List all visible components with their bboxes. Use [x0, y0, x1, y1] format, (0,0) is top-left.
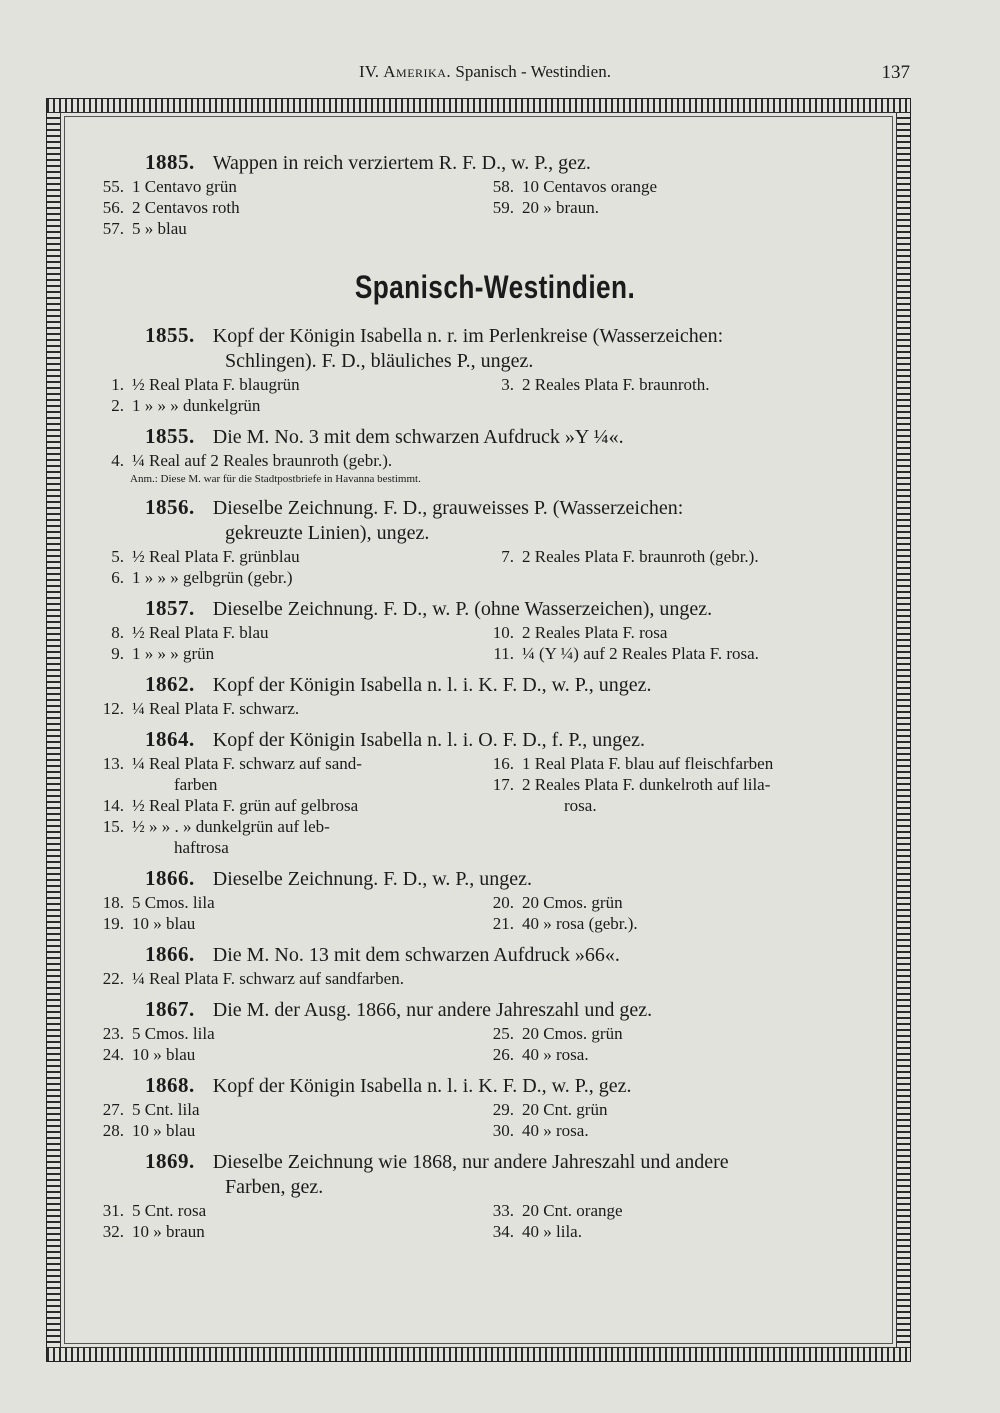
- catalogue-item: [480, 1200, 860, 1221]
- item-text: [124, 892, 215, 913]
- item-description: 5 Cmos. lila: [132, 1024, 215, 1043]
- item-description: 40 » lila.: [522, 1222, 582, 1241]
- item-number: 13.: [102, 754, 124, 773]
- item-description: ¼ Real Plata F. schwarz.: [132, 699, 300, 718]
- item-text: [124, 1044, 195, 1065]
- page-header: [60, 62, 910, 88]
- catalogue-item: [90, 913, 480, 934]
- catalogue-item: [480, 176, 860, 197]
- catalogue-item: [90, 395, 480, 416]
- issue-group: [90, 495, 860, 588]
- item-number: 23.: [102, 1024, 124, 1043]
- item-number: 30.: [492, 1121, 514, 1140]
- item-number: 33.: [492, 1201, 514, 1220]
- issue-year: 1855.: [145, 323, 195, 347]
- issue-description: gekreuzte Linien), ungez.: [225, 522, 430, 544]
- item-description: ¼ Real Plata F. schwarz auf sand-: [132, 754, 362, 773]
- issue-description: Die M. No. 13 mit dem schwarzen Aufdruck »66«.: [212, 944, 620, 966]
- issue-group: [90, 997, 860, 1065]
- issue-heading: [90, 866, 860, 892]
- item-number: 22.: [102, 969, 124, 988]
- item-number: 55.: [102, 177, 124, 196]
- item-description: ½ » » . » dunkelgrün auf leb-: [132, 817, 330, 836]
- catalogue-item: [90, 968, 480, 989]
- catalogue-item: [90, 1200, 480, 1221]
- item-text: [514, 1023, 623, 1044]
- item-number: 2.: [111, 396, 124, 415]
- item-description-continued: haftrosa: [174, 838, 229, 857]
- items-left-column: [90, 698, 480, 719]
- item-number: 32.: [102, 1222, 124, 1241]
- item-number: 16.: [492, 754, 514, 773]
- item-description: 1 » » » dunkelgrün: [132, 396, 261, 415]
- item-number: 3.: [501, 375, 514, 394]
- item-description: ½ Real Plata F. grün auf gelbrosa: [132, 796, 359, 815]
- catalogue-item: [480, 1099, 860, 1120]
- item-text: [124, 698, 299, 719]
- catalogue-item: [90, 753, 480, 795]
- catalogue-content: [90, 150, 860, 1250]
- item-number: 21.: [492, 914, 514, 933]
- issue-group: [90, 942, 860, 989]
- item-description: 2 Reales Plata F. rosa: [522, 623, 668, 642]
- item-number: 1.: [111, 375, 124, 394]
- item-number: 7.: [501, 547, 514, 566]
- item-description: 20 Cmos. grün: [522, 1024, 623, 1043]
- issue-heading: [90, 323, 860, 374]
- issue-group: [90, 1149, 860, 1242]
- issue-year: 1866.: [145, 942, 195, 966]
- item-description: 2 Reales Plata F. braunroth (gebr.).: [522, 547, 759, 566]
- region-name: Amerika.: [383, 62, 452, 81]
- item-text: [124, 795, 358, 816]
- issue-year: 1867.: [145, 997, 195, 1021]
- item-text: [124, 218, 187, 239]
- item-description-continued: farben: [174, 775, 218, 794]
- issue-items: [90, 374, 860, 416]
- issue-heading: [90, 424, 860, 450]
- issue-group: [90, 727, 860, 858]
- catalogue-item: [90, 622, 480, 643]
- items-left-column: [90, 450, 480, 471]
- item-number: 25.: [492, 1024, 514, 1043]
- page-number: 137: [881, 62, 910, 83]
- item-description: 1 » » » grün: [132, 644, 215, 663]
- country-name: Spanisch - Westindien.: [455, 62, 611, 81]
- item-text: [124, 1023, 215, 1044]
- issue-description: Kopf der Königin Isabella n. r. im Perlenkreise (Wasserzeichen:: [212, 325, 724, 347]
- issue-heading: [90, 672, 860, 698]
- issue-group: [90, 323, 860, 416]
- items-left-column: [90, 546, 480, 588]
- item-number: 14.: [102, 796, 124, 815]
- item-description: 1 » » » gelbgrün (gebr.): [132, 568, 293, 587]
- item-description: 20 Cmos. grün: [522, 893, 623, 912]
- item-description: 40 » rosa (gebr.).: [522, 914, 638, 933]
- issue-items: [90, 546, 860, 588]
- issue-heading: [90, 150, 860, 176]
- catalogue-item: [480, 643, 860, 664]
- catalogue-item: [480, 913, 860, 934]
- item-text: [124, 753, 362, 795]
- issue-description: Wappen in reich verziertem R. F. D., w. P., gez.: [212, 152, 591, 174]
- item-number: 6.: [111, 568, 124, 587]
- items-left-column: [90, 753, 480, 858]
- issue-items: [90, 1023, 860, 1065]
- issue-description: Dieselbe Zeichnung. F. D., grauweisses P. (Wasserzeichen:: [212, 497, 684, 519]
- catalogue-item: [480, 1221, 860, 1242]
- issue-description: Dieselbe Zeichnung wie 1868, nur andere Jahreszahl und andere: [212, 1151, 729, 1173]
- item-text: [514, 774, 770, 816]
- issue-description: Farben, gez.: [225, 1176, 324, 1198]
- catalogue-item: [480, 622, 860, 643]
- item-description: 1 Centavo grün: [132, 177, 237, 196]
- item-description: 2 Centavos roth: [132, 198, 240, 217]
- issue-year: 1855.: [145, 424, 195, 448]
- item-description: ½ Real Plata F. blau: [132, 623, 269, 642]
- catalogue-item: [90, 698, 480, 719]
- item-number: 59.: [492, 198, 514, 217]
- issue-heading: [90, 997, 860, 1023]
- issue-group: [90, 596, 860, 664]
- items-left-column: [90, 892, 480, 934]
- item-text: [124, 374, 300, 395]
- issue-heading: [90, 942, 860, 968]
- issue-description: Schlingen). F. D., bläuliches P., ungez.: [225, 350, 534, 372]
- issue-items: [90, 892, 860, 934]
- issue-heading: [90, 727, 860, 753]
- item-description: ¼ (Y ¼) auf 2 Reales Plata F. rosa.: [522, 644, 759, 663]
- item-text: [124, 1221, 205, 1242]
- item-description: 1 Real Plata F. blau auf fleischfarben: [522, 754, 774, 773]
- item-number: 56.: [102, 198, 124, 217]
- issue-heading: [90, 1073, 860, 1099]
- issue-year: 1856.: [145, 495, 195, 519]
- item-description: 5 Cmos. lila: [132, 893, 215, 912]
- item-description: ½ Real Plata F. blaugrün: [132, 375, 300, 394]
- items-right-column: [480, 698, 860, 719]
- catalogue-item: [90, 567, 480, 588]
- item-number: 28.: [102, 1121, 124, 1140]
- items-right-column: [480, 374, 860, 416]
- item-text: [124, 1099, 200, 1120]
- issue-items: [90, 622, 860, 664]
- item-number: 12.: [102, 699, 124, 718]
- issue-year: 1857.: [145, 596, 195, 620]
- item-text: [124, 1120, 195, 1141]
- items-right-column: [480, 892, 860, 934]
- issue-description: Dieselbe Zeichnung. F. D., w. P. (ohne Wasserzeichen), ungez.: [212, 598, 713, 620]
- item-text: [514, 622, 667, 643]
- issue-year: 1862.: [145, 672, 195, 696]
- item-text: [514, 176, 657, 197]
- catalogue-item: [90, 176, 480, 197]
- issue-description: Kopf der Königin Isabella n. l. i. K. F. D., w. P., gez.: [212, 1075, 632, 1097]
- issue-year: 1866.: [145, 866, 195, 890]
- items-left-column: [90, 176, 480, 239]
- items-right-column: [480, 968, 860, 989]
- item-text: [124, 1200, 206, 1221]
- issue-items: [90, 698, 860, 719]
- item-number: 31.: [102, 1201, 124, 1220]
- items-right-column: [480, 1023, 860, 1065]
- issue-group: [90, 866, 860, 934]
- issue-heading: [90, 495, 860, 546]
- running-title: [60, 62, 910, 82]
- issue-items: [90, 968, 860, 989]
- items-left-column: [90, 1023, 480, 1065]
- catalogue-item: [480, 774, 860, 816]
- item-description: 2 Reales Plata F. braunroth.: [522, 375, 710, 394]
- catalogue-item: [90, 643, 480, 664]
- item-description-continued: rosa.: [564, 796, 597, 815]
- catalogue-item: [90, 816, 480, 858]
- catalogue-item: [480, 892, 860, 913]
- catalogue-item: [480, 1044, 860, 1065]
- catalogue-item: [90, 1120, 480, 1141]
- item-description: 40 » rosa.: [522, 1045, 589, 1064]
- catalogue-item: [480, 546, 860, 567]
- item-description: 10 » blau: [132, 1045, 196, 1064]
- issue-group: [90, 150, 860, 239]
- item-number: 24.: [102, 1045, 124, 1064]
- section-title: Spanisch-Westindien.: [354, 269, 636, 305]
- issue-group: [90, 672, 860, 719]
- item-text: [514, 1044, 589, 1065]
- item-number: 18.: [102, 893, 124, 912]
- catalogue-item: [90, 218, 480, 239]
- items-left-column: [90, 968, 480, 989]
- catalogue-item: [90, 1221, 480, 1242]
- item-text: [514, 1099, 607, 1120]
- item-text: [124, 176, 237, 197]
- item-description: 5 Cnt. rosa: [132, 1201, 207, 1220]
- item-number: 57.: [102, 219, 124, 238]
- item-description: 5 » blau: [132, 219, 187, 238]
- catalogue-item: [480, 197, 860, 218]
- item-text: [514, 374, 710, 395]
- catalogue-item: [90, 374, 480, 395]
- issue-description: Die M. der Ausg. 1866, nur andere Jahreszahl und gez.: [212, 999, 653, 1021]
- annotation-note: Anm.: Diese M. war für die Stadtpostbriefe in Havanna bestimmt.: [130, 473, 421, 485]
- item-description: ½ Real Plata F. grünblau: [132, 547, 300, 566]
- item-text: [124, 197, 240, 218]
- issue-year: 1869.: [145, 1149, 195, 1173]
- items-right-column: [480, 622, 860, 664]
- item-number: 15.: [102, 817, 124, 836]
- catalogue-item: [480, 753, 860, 774]
- issue-heading: [90, 1149, 860, 1200]
- issue-group: [90, 424, 860, 487]
- item-number: 58.: [492, 177, 514, 196]
- issue-group: [90, 1073, 860, 1141]
- item-text: [514, 643, 759, 664]
- items-left-column: [90, 374, 480, 416]
- catalogue-item: [90, 197, 480, 218]
- item-number: 17.: [492, 775, 514, 794]
- item-text: [124, 643, 214, 664]
- item-text: [124, 968, 404, 989]
- catalogue-item: [90, 450, 480, 471]
- item-description: 10 » braun: [132, 1222, 205, 1241]
- catalogue-item: [90, 1099, 480, 1120]
- catalogue-item: [480, 1120, 860, 1141]
- item-description: ¼ Real auf 2 Reales braunroth (gebr.).: [132, 451, 393, 470]
- items-right-column: [480, 1099, 860, 1141]
- item-text: [514, 197, 599, 218]
- item-text: [514, 546, 759, 567]
- item-text: [514, 1200, 623, 1221]
- item-description: 40 » rosa.: [522, 1121, 589, 1140]
- item-text: [124, 913, 195, 934]
- item-text: [514, 753, 773, 774]
- catalogue-item: [480, 1023, 860, 1044]
- item-number: 4.: [111, 451, 124, 470]
- item-text: [124, 546, 300, 567]
- catalogue-item: [90, 795, 480, 816]
- item-description: 10 » blau: [132, 914, 196, 933]
- item-number: 5.: [111, 547, 124, 566]
- item-text: [514, 1120, 589, 1141]
- item-text: [514, 913, 638, 934]
- item-number: 19.: [102, 914, 124, 933]
- item-description: 20 Cnt. grün: [522, 1100, 608, 1119]
- items-right-column: [480, 450, 860, 471]
- issue-year: 1864.: [145, 727, 195, 751]
- issue-description: Kopf der Königin Isabella n. l. i. O. F. D., f. P., ungez.: [212, 729, 645, 751]
- item-description: 10 » blau: [132, 1121, 196, 1140]
- issue-items: [90, 1200, 860, 1242]
- item-description: 20 Cnt. orange: [522, 1201, 623, 1220]
- issue-description: Die M. No. 3 mit dem schwarzen Aufdruck »Y ¼«.: [212, 426, 624, 448]
- issue-heading: [90, 596, 860, 622]
- item-description: 5 Cnt. lila: [132, 1100, 200, 1119]
- issue-year: 1868.: [145, 1073, 195, 1097]
- part-number: IV.: [359, 62, 380, 81]
- item-number: 20.: [492, 893, 514, 912]
- item-text: [514, 892, 623, 913]
- item-text: [124, 622, 269, 643]
- items-left-column: [90, 1099, 480, 1141]
- catalogue-item: [90, 1023, 480, 1044]
- item-number: 10.: [492, 623, 514, 642]
- item-number: 27.: [102, 1100, 124, 1119]
- item-text: [124, 816, 330, 858]
- item-number: 29.: [492, 1100, 514, 1119]
- items-right-column: [480, 753, 860, 858]
- items-left-column: [90, 622, 480, 664]
- item-description: 10 Centavos orange: [522, 177, 658, 196]
- issue-items: [90, 1099, 860, 1141]
- issue-year: 1885.: [145, 150, 195, 174]
- catalogue-item: [90, 1044, 480, 1065]
- catalogue-item: [480, 374, 860, 395]
- item-number: 11.: [493, 644, 514, 663]
- item-number: 9.: [111, 644, 124, 663]
- item-description: 2 Reales Plata F. dunkelroth auf lila-: [522, 775, 771, 794]
- item-description: ¼ Real Plata F. schwarz auf sandfarben.: [132, 969, 404, 988]
- issue-items: [90, 176, 860, 239]
- issue-items: [90, 450, 860, 471]
- issue-items: [90, 753, 860, 858]
- item-text: [124, 450, 392, 471]
- catalogue-item: [90, 546, 480, 567]
- issue-description: Dieselbe Zeichnung. F. D., w. P., ungez.: [212, 868, 533, 890]
- issue-description: Kopf der Königin Isabella n. l. i. K. F. D., w. P., ungez.: [212, 674, 652, 696]
- items-left-column: [90, 1200, 480, 1242]
- item-number: 34.: [492, 1222, 514, 1241]
- item-text: [124, 395, 260, 416]
- item-text: [124, 567, 293, 588]
- item-description: 20 » braun.: [522, 198, 599, 217]
- items-right-column: [480, 1200, 860, 1242]
- items-right-column: [480, 176, 860, 239]
- catalogue-item: [90, 892, 480, 913]
- item-number: 26.: [492, 1045, 514, 1064]
- items-right-column: [480, 546, 860, 588]
- item-number: 8.: [111, 623, 124, 642]
- item-text: [514, 1221, 582, 1242]
